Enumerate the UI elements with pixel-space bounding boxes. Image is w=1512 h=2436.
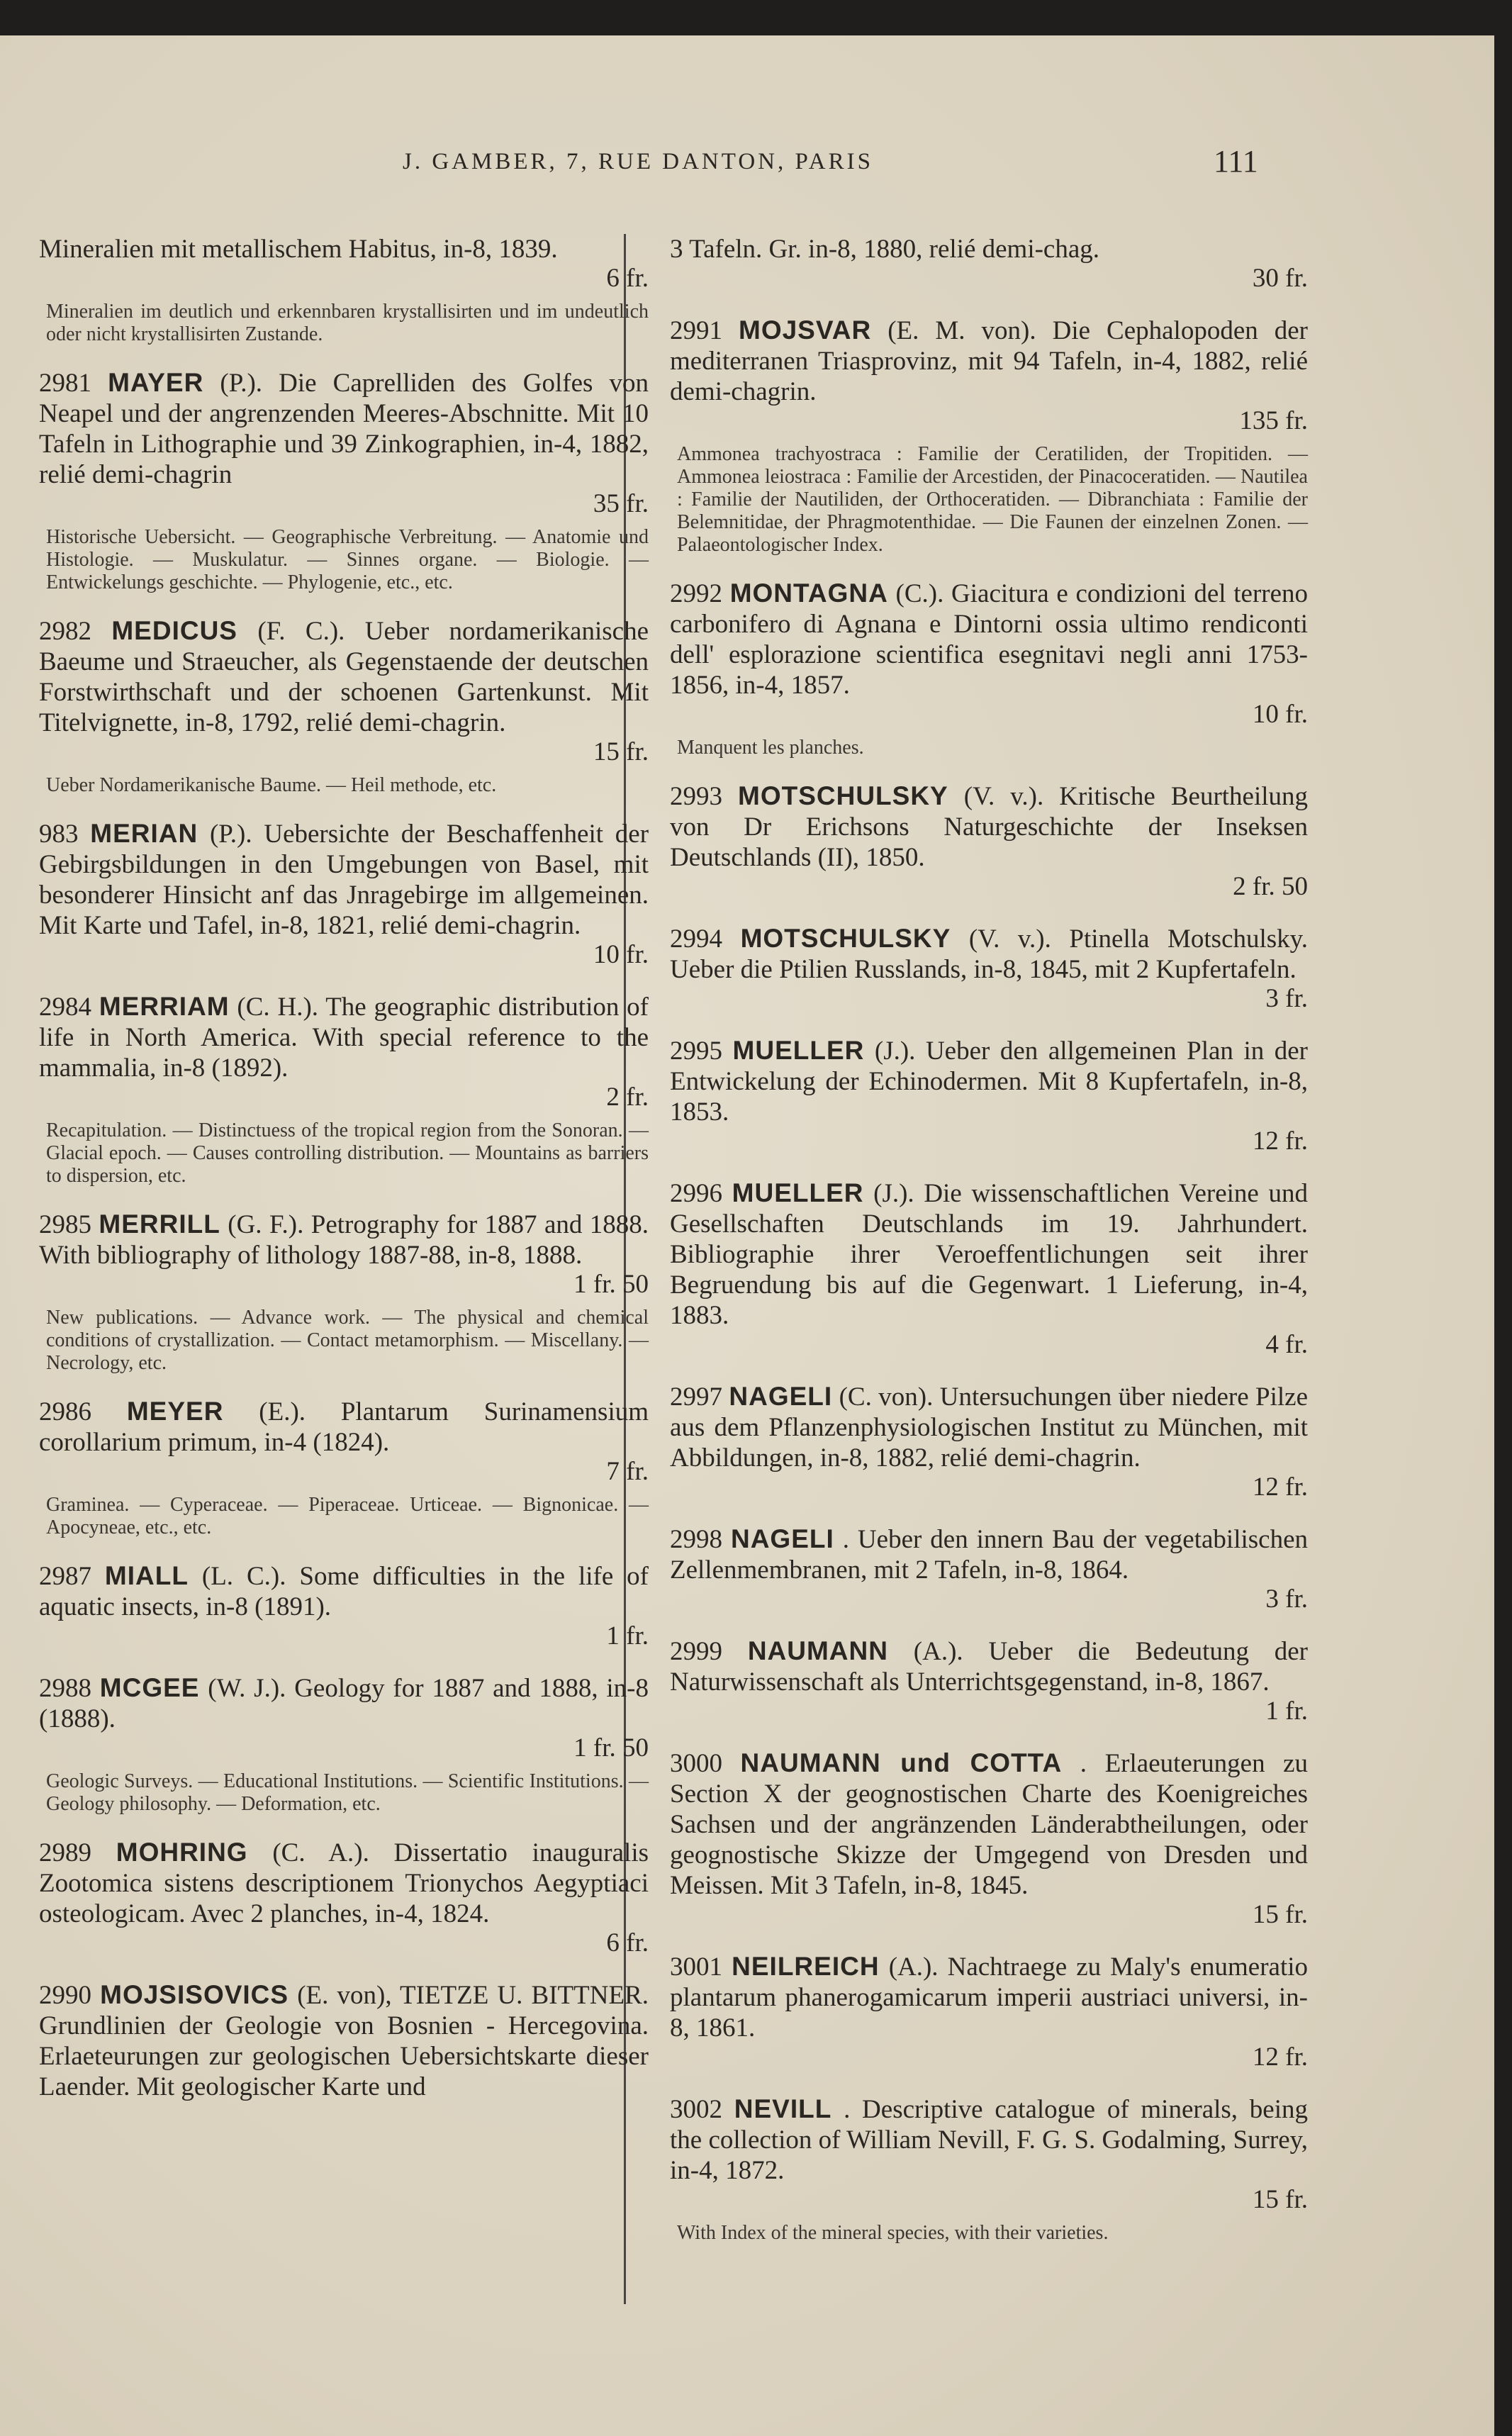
entry-contents-note: Recapitulation. — Distinctuess of the tropical region from the Sonoran. — Glacial epoch. — Causes controlling distribution. — Mountains as barriers to dispersion, etc.	[46, 1119, 649, 1187]
entry-description: 3 Tafeln. Gr. in-8, 1880, relié demi-chag.	[670, 235, 1100, 264]
entry-text	[670, 578, 1308, 730]
entry-price: 10 fr.	[1252, 700, 1308, 729]
entry-price: 2 fr.	[606, 1083, 649, 1112]
entry-author: MOJSVAR	[739, 315, 872, 345]
catalogue-entry	[39, 234, 649, 346]
entry-description: (P.). Uebersichte der Beschaffenheit der Gebirgsbildungen in den Umgebungen von Basel, mit besonderer Hinsicht anf das Jnragebirge im allgemeinen. Mit Karte und Tafel, in-8, 1821, relié demi-chagrin.	[39, 820, 649, 940]
entry-description: (A.). Ueber die Bedeutung der Naturwissenschaft als Unterrichtsgegenstand, in-8, 1867.	[670, 1637, 1309, 1697]
entry-description: (E.). Plantarum Surinamensium corollarium primum, in-4 (1824).	[39, 1397, 649, 1457]
entry-price: 15 fr.	[1252, 2185, 1308, 2214]
catalogue-entry	[39, 367, 649, 594]
entry-text	[670, 1035, 1308, 1156]
entry-number: 2998	[670, 1525, 722, 1554]
entry-contents-note: Ueber Nordamerikanische Baume. — Heil methode, etc.	[46, 774, 497, 796]
entry-description: (E. von), TIETZE U. BITTNER. Grundlinien der Geologie von Bosnien - Hercegovina. Erlaeteurungen zur geologischen Uebersichtskarte dieser Laender. Mit geologischer Karte und	[39, 1981, 649, 2101]
catalogue-entry	[39, 1396, 649, 1539]
entry-text	[39, 1209, 649, 1300]
entry-number: 2989	[39, 1838, 91, 1867]
running-head: J. GAMBER, 7, RUE DANTON, PARIS	[402, 149, 873, 174]
entry-author: MERRIAM	[99, 992, 230, 1021]
entry-number: 2991	[670, 316, 722, 345]
entry-text	[39, 1396, 649, 1487]
entry-description: (C. von). Untersuchungen über niedere Pilze aus dem Pflanzenphysiologischen Institut zu München, mit Abbildungen, in-8, 1882, relié demi-chagrin.	[670, 1382, 1309, 1473]
catalogue-entry	[39, 1209, 649, 1375]
catalogue-entry	[39, 1560, 649, 1651]
entry-number: 2996	[670, 1179, 722, 1208]
entry-description: Mineralien mit metallischem Habitus, in-8, 1839.	[39, 235, 558, 264]
entry-text	[670, 315, 1308, 436]
left-column	[39, 234, 649, 2123]
entry-text	[670, 1636, 1308, 1726]
entry-number: 2992	[670, 579, 722, 608]
entry-description: (E. M. von). Die Cephalopoden der mediterranen Triasprovinz, mit 94 Tafeln, in-4, 1882, relié demi-chagrin.	[670, 316, 1308, 406]
entry-contents-note: Mineralien im deutlich und erkennbaren krystallisirten und im undeutlich oder nicht krystallisirten Zustande.	[46, 301, 649, 345]
entry-description: (J.). Die wissenschaftlichen Vereine und Gesellschaften Deutschlands im 19. Jahrhundert. Bibliographie ihrer Veroeffentlichungen seit ihrer Begruendung bis auf die Gegenwart. 1 Lieferung, in-4, 1883.	[670, 1179, 1308, 1330]
entry-price: 1 fr. 50	[573, 1270, 649, 1299]
entry-number: 2997	[670, 1382, 722, 1412]
entry-description: . Descriptive catalogue of minerals, being the collection of William Nevill, F. G. S. Godalming, Surrey, in-4, 1872.	[670, 2095, 1309, 2185]
catalogue-page	[0, 35, 1494, 2436]
entry-description: (L. C.). Some difficulties in the life of aquatic insects, in-8 (1891).	[39, 1562, 649, 1621]
entry-price: 15 fr.	[593, 737, 649, 766]
catalogue-entry	[670, 1381, 1308, 1502]
entry-text	[39, 1837, 649, 1958]
entry-number: 2995	[670, 1037, 722, 1066]
entry-contents-note: With Index of the mineral species, with their varieties.	[677, 2222, 1109, 2244]
entry-author: MEDICUS	[111, 616, 237, 645]
entry-text	[670, 923, 1308, 1014]
catalogue-entry	[670, 234, 1308, 294]
entry-price: 1 fr.	[606, 1621, 649, 1650]
entry-author: MUELLER	[732, 1036, 865, 1065]
entry-text	[39, 367, 649, 519]
entry-text	[670, 234, 1308, 294]
entry-author: MERRILL	[99, 1209, 220, 1239]
entry-number: 3001	[670, 1952, 722, 1982]
entry-description: (C. H.). The geographic distribution of life in North America. With special reference to the mammalia, in-8 (1892).	[39, 993, 649, 1083]
entry-number: 2984	[39, 993, 91, 1022]
entry-author: MOTSCHULSKY	[738, 781, 948, 810]
entry-contents-note: Historische Uebersicht. — Geographische Verbreitung. — Anatomie und Histologie. — Muskulatur. — Sinnes organe. — Biologie. — Entwickelungs geschichte. — Phylogenie, etc., etc.	[46, 526, 649, 593]
catalogue-entry	[670, 1636, 1308, 1726]
entry-price: 3 fr.	[1265, 984, 1308, 1013]
entry-description: (A.). Nachtraege zu Maly's enumeratio plantarum phanerogamicarum imperii austriaci universi, in-8, 1861.	[670, 1952, 1309, 2043]
entry-price: 4 fr.	[1265, 1330, 1308, 1359]
entry-author: MOTSCHULSKY	[740, 924, 951, 953]
entry-text	[39, 818, 649, 970]
entry-number: 2999	[670, 1637, 722, 1666]
entry-contents-note: Graminea. — Cyperaceae. — Piperaceae. Urticeae. — Bignonicae. — Apocyneae, etc., etc.	[46, 1494, 649, 1538]
entry-description: (V. v.). Kritische Beurtheilung von Dr Erichsons Naturgeschichte der Inseksen Deutschlands (II), 1850.	[670, 782, 1309, 872]
right-column	[670, 234, 1308, 2266]
entry-author: MIALL	[104, 1561, 189, 1590]
entry-author: MAYER	[108, 368, 204, 397]
entry-text	[670, 1748, 1308, 1930]
entry-author: MUELLER	[732, 1178, 864, 1207]
entry-price: 7 fr.	[606, 1457, 649, 1486]
entry-author: NAUMANN und COTTA	[740, 1748, 1063, 1777]
catalogue-entry	[670, 1951, 1308, 2072]
entry-number: 3002	[670, 2095, 722, 2124]
entry-text	[39, 615, 649, 767]
entry-author: MONTAGNA	[729, 579, 888, 608]
entry-description: (G. F.). Petrography for 1887 and 1888. With bibliography of lithology 1887-88, in-8, 1888.	[39, 1210, 649, 1270]
entry-price: 12 fr.	[1252, 2043, 1308, 2072]
entry-author: NEVILL	[734, 2094, 832, 2123]
entry-text	[39, 991, 649, 1112]
catalogue-entry	[670, 315, 1308, 557]
entry-price: 1 fr. 50	[573, 1733, 649, 1762]
entry-author: MEYER	[126, 1397, 224, 1426]
entry-price: 6 fr.	[606, 264, 649, 293]
entry-text	[670, 1381, 1308, 1502]
entry-number: 2993	[670, 782, 722, 811]
entry-text	[39, 1979, 649, 2102]
entry-description: (J.). Ueber den allgemeinen Plan in der Entwickelung der Echinodermen. Mit 8 Kupfertafeln, in-8, 1853.	[670, 1037, 1309, 1127]
entry-price: 35 fr.	[593, 489, 649, 518]
entry-price: 135 fr.	[1239, 406, 1308, 435]
entry-description: (F. C.). Ueber nordamerikanische Baeume und Straeucher, als Gegenstaende der deutschen Forstwirthschaft und der schoenen Gartenkunst. Mit Titelvignette, in-8, 1792, relié demi-chagrin.	[39, 617, 649, 737]
entry-price: 2 fr. 50	[1233, 872, 1308, 901]
entry-author: NAUMANN	[747, 1636, 888, 1665]
entry-number: 2982	[39, 617, 91, 646]
entry-description: (V. v.). Ptinella Motschulsky. Ueber die Ptilien Russlands, in-8, 1845, mit 2 Kupfertafeln.	[670, 924, 1309, 984]
page-number: 111	[1214, 144, 1258, 179]
entry-contents-note: Geologic Surveys. — Educational Institutions. — Scientific Institutions. — Geology philosophy. — Deformation, etc.	[46, 1770, 649, 1815]
catalogue-entry	[39, 1672, 649, 1816]
entry-price: 6 fr.	[606, 1928, 649, 1957]
entry-text	[39, 234, 649, 294]
entry-author: NAGELI	[729, 1382, 833, 1411]
catalogue-entry	[39, 1837, 649, 1958]
entry-description: (C.). Giacitura e condizioni del terreno carbonifero di Agnana e Dintorni ossia ultimo rendiconti dell' esplorazione scientifica esegnitavi negli anni 1753-1856, in-4, 1857.	[670, 579, 1309, 700]
entry-description: (W. J.). Geology for 1887 and 1888, in-8 (1888).	[39, 1674, 649, 1733]
entry-author: MOJSISOVICS	[100, 1980, 289, 2009]
entry-description: (P.). Die Caprelliden des Golfes von Neapel und der angrenzenden Meeres-Abschnitte. Mit 10 Tafeln in Lithographie und 39 Zinkographien, in-4, 1882, relié demi-chagrin	[39, 369, 649, 489]
entry-price: 30 fr.	[1252, 264, 1308, 293]
catalogue-entry	[39, 615, 649, 797]
entry-number: 983	[39, 820, 79, 849]
entry-number: 2994	[670, 924, 722, 954]
entry-description: . Erlaeuterungen zu Section X der geognostischen Charte des Koenigreiches Sachsen und der angränzenden Länderabtheilungen, oder geognostische Skizze der Umgegend von Dresden und Meissen. Mit 3 Tafeln, in-8, 1845.	[670, 1749, 1309, 1900]
entry-number: 2990	[39, 1981, 91, 2010]
catalogue-entry	[670, 1035, 1308, 1156]
entry-contents-note: Ammonea trachyostraca : Familie der Ceratiliden, der Tropitiden. — Ammonea leiostraca : Familie der Arcestiden, der Pinacoceratiden. — Nautilea : Familie der Nautiliden, der Orthoceratiden. — Dibranchiata : Familie der Belemnitidae, der Phragmotenthidae. — Die Faunen der einzelnen Zonen. — Palaeontologischer Index.	[677, 443, 1308, 556]
catalogue-entry	[39, 818, 649, 970]
catalogue-entry	[670, 1748, 1308, 1930]
catalogue-entry	[670, 781, 1308, 902]
catalogue-entry	[670, 2094, 1308, 2245]
entry-price: 12 fr.	[1252, 1473, 1308, 1502]
entry-number: 2981	[39, 369, 91, 398]
catalogue-entry	[670, 578, 1308, 759]
entry-price: 12 fr.	[1252, 1127, 1308, 1156]
entry-number: 2988	[39, 1674, 91, 1703]
entry-contents-note: New publications. — Advance work. — The physical and chemical conditions of crystallization. — Contact metamorphism. — Miscellany. — Necrology, etc.	[46, 1307, 649, 1374]
entry-text	[670, 781, 1308, 902]
entry-contents-note: Manquent les planches.	[677, 737, 864, 759]
entry-number: 2986	[39, 1397, 91, 1426]
entry-text	[670, 1524, 1308, 1614]
entry-author: NAGELI	[730, 1524, 834, 1553]
entry-number: 2987	[39, 1562, 91, 1591]
entry-description: (C. A.). Dissertatio inauguralis Zootomica sistens descriptionem Trionychos Aegyptiaci osteologicam. Avec 2 planches, in-4, 1824.	[39, 1838, 649, 1928]
entry-number: 2985	[39, 1210, 91, 1239]
entry-author: MERIAN	[90, 819, 198, 848]
page-header	[0, 144, 1494, 191]
entry-price: 10 fr.	[593, 940, 649, 969]
entry-author: MOHRING	[116, 1838, 248, 1867]
entry-price: 3 fr.	[1265, 1585, 1308, 1614]
entry-text	[670, 1951, 1308, 2072]
catalogue-entry	[39, 1979, 649, 2102]
entry-price: 1 fr.	[1265, 1697, 1308, 1726]
entry-price: 15 fr.	[1252, 1900, 1308, 1929]
catalogue-entry	[670, 923, 1308, 1014]
entry-text	[39, 1672, 649, 1763]
entry-author: NEILREICH	[732, 1952, 880, 1981]
catalogue-entry	[670, 1524, 1308, 1614]
entry-text	[670, 1178, 1308, 1360]
catalogue-entry	[39, 991, 649, 1188]
entry-author: MCGEE	[99, 1673, 200, 1702]
entry-text	[670, 2094, 1308, 2215]
entry-text	[39, 1560, 649, 1651]
catalogue-entry	[670, 1178, 1308, 1360]
entry-number: 3000	[670, 1749, 722, 1778]
entry-description: . Ueber den innern Bau der vegetabilischen Zellenmembranen, mit 2 Tafeln, in-8, 1864.	[670, 1525, 1309, 1585]
